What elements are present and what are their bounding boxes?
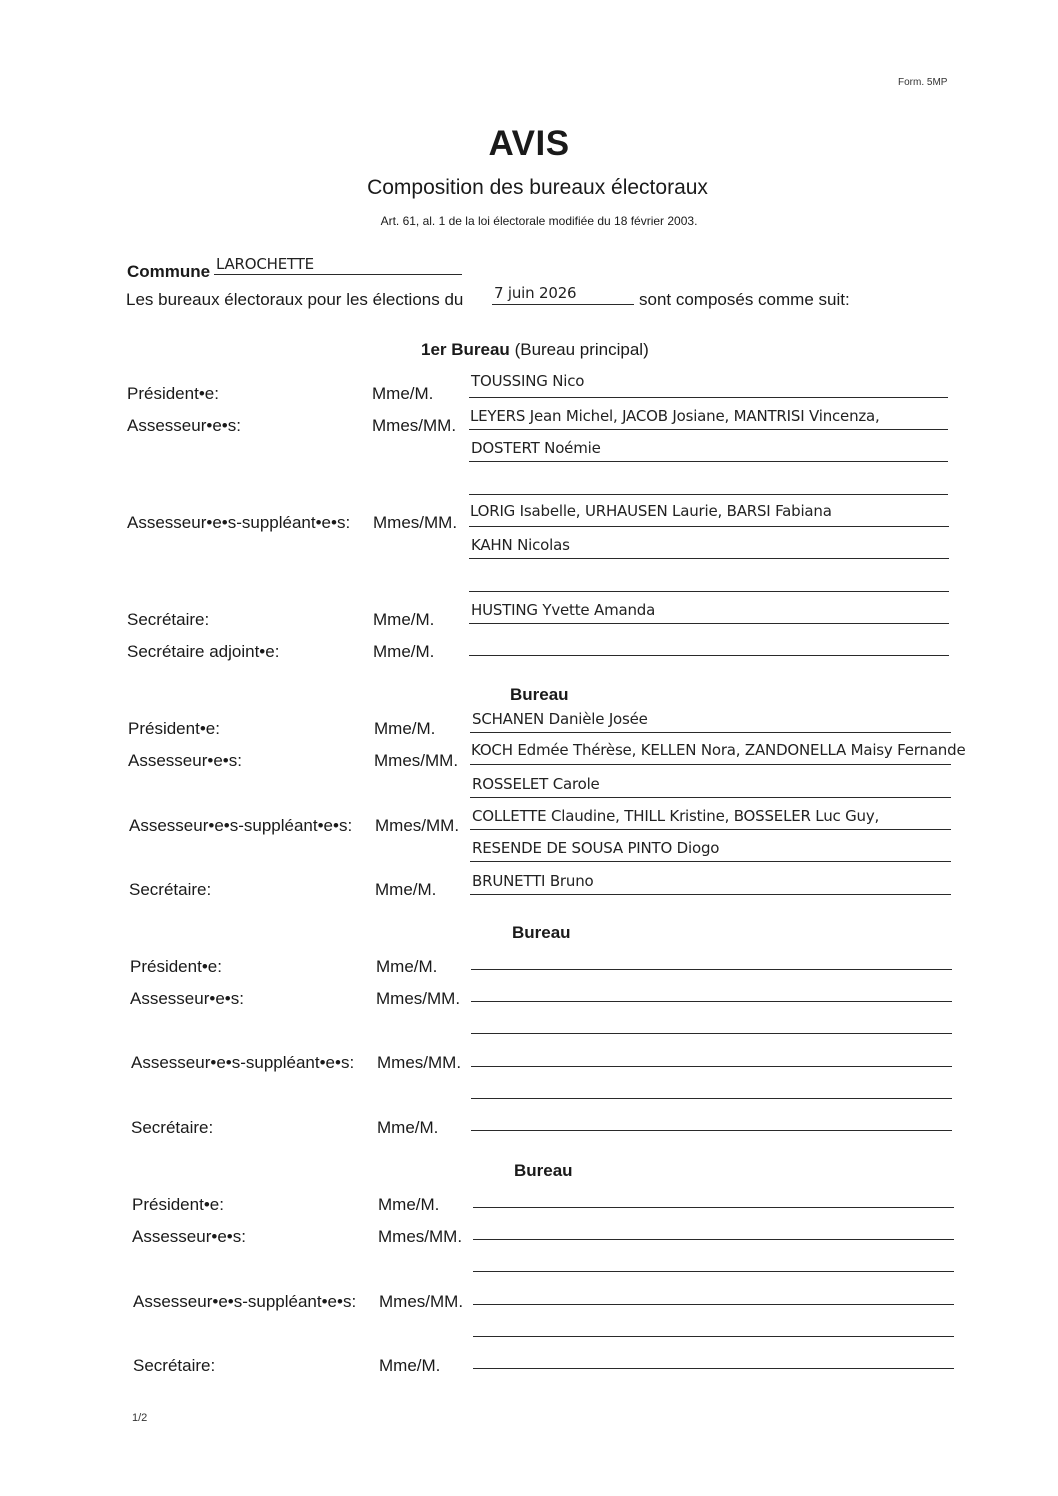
bureau3-secretaire-label: Secrétaire:	[131, 1118, 214, 1137]
bureau4-suppleants-label: Assesseur•e•s-suppléant•e•s:	[133, 1292, 357, 1311]
bureau2-assesseurs-line2[interactable]: ROSSELET Carole	[472, 775, 600, 793]
bureau2-suppleants-label: Assesseur•e•s-suppléant•e•s:	[129, 816, 353, 835]
bureau1-assesseurs-rule1	[469, 429, 948, 430]
bureau4-assesseurs-rule2[interactable]	[473, 1271, 954, 1272]
bureau3-suppleants-label: Assesseur•e•s-suppléant•e•s:	[131, 1053, 355, 1072]
bureau1-assesseurs-title: Mmes/MM.	[372, 416, 457, 435]
bureau1-secretaire-title: Mme/M.	[373, 610, 435, 629]
bureau4-secretaire-title: Mme/M.	[379, 1356, 441, 1375]
bureau3-assesseurs-rule1[interactable]	[471, 1001, 952, 1002]
bureau3-president-rule[interactable]	[471, 969, 952, 970]
bureau2-secretaire-rule	[470, 894, 951, 895]
bureau4-suppleants-rule1[interactable]	[473, 1304, 954, 1305]
bureau2-president-label: Président•e:	[128, 719, 220, 738]
bureau4-secretaire-rule[interactable]	[473, 1368, 954, 1369]
bureau3-suppleants-rule2[interactable]	[471, 1098, 952, 1099]
bureau2-suppleants-title: Mmes/MM.	[375, 816, 460, 835]
bureau1-heading-rest: (Bureau principal)	[514, 340, 649, 359]
bureau2-heading: Bureau	[510, 685, 569, 704]
bureau1-suppleants-rule2	[469, 558, 949, 559]
page-title: AVIS	[488, 124, 570, 163]
bureau1-president-line	[469, 397, 948, 398]
bureau2-president-title: Mme/M.	[374, 719, 436, 738]
bureau1-secretaire-rule	[469, 623, 949, 624]
commune-value[interactable]: LAROCHETTE	[216, 255, 314, 273]
bureau3-secretaire-title: Mme/M.	[377, 1118, 439, 1137]
bureau1-assesseurs-line1[interactable]: LEYERS Jean Michel, JACOB Josiane, MANTRISI Vincenza,	[470, 407, 880, 425]
bureau1-assesseurs-line2[interactable]: DOSTERT Noémie	[471, 439, 601, 457]
election-date[interactable]: 7 juin 2026	[494, 284, 577, 302]
bureau4-president-label: Président•e:	[132, 1195, 224, 1214]
bureau2-secretaire-label: Secrétaire:	[129, 880, 212, 899]
bureau1-secretaire-adjoint-rule	[469, 655, 949, 656]
bureau3-suppleants-rule1[interactable]	[471, 1066, 952, 1067]
bureau2-president-rule	[470, 732, 951, 733]
commune-line	[214, 274, 462, 275]
bureau4-assesseurs-rule1[interactable]	[473, 1239, 954, 1240]
bureau4-assesseurs-label: Assesseur•e•s:	[132, 1227, 246, 1246]
bureau4-secretaire-label: Secrétaire:	[133, 1356, 216, 1375]
bureau2-assesseurs-line1[interactable]: KOCH Edmée Thérèse, KELLEN Nora, ZANDONELLA Maisy Fernande	[471, 741, 966, 759]
bureau4-assesseurs-title: Mmes/MM.	[378, 1227, 463, 1246]
bureau1-assesseurs-rule2	[469, 461, 948, 462]
bureau1-suppleants-rule1	[469, 526, 949, 527]
bureau1-heading-bold: 1er Bureau	[421, 340, 510, 359]
bureau3-president-title: Mme/M.	[376, 957, 438, 976]
legal-reference: Art. 61, al. 1 de la loi électorale modifiée du 18 février 2003.	[380, 214, 698, 228]
bureau4-suppleants-title: Mmes/MM.	[379, 1292, 464, 1311]
bureau3-heading: Bureau	[512, 923, 571, 942]
bureau1-secretaire-adjoint-title: Mme/M.	[373, 642, 435, 661]
bureau1-secretaire-value[interactable]: HUSTING Yvette Amanda	[471, 601, 656, 619]
bureau2-secretaire-value[interactable]: BRUNETTI Bruno	[472, 872, 594, 890]
bureau1-president-title: Mme/M.	[372, 384, 434, 403]
bureau1-suppleants-line2[interactable]: KAHN Nicolas	[471, 536, 570, 554]
date-line	[492, 304, 634, 305]
bureau1-assesseurs-label: Assesseur•e•s:	[127, 416, 241, 435]
bureau1-president-value[interactable]: TOUSSING Nico	[471, 372, 585, 390]
page-number: 1/2	[132, 1412, 148, 1424]
bureau1-suppleants-label: Assesseur•e•s-suppléant•e•s:	[127, 513, 351, 532]
intro-text-end: sont composés comme suit:	[639, 290, 850, 309]
bureau4-president-title: Mme/M.	[378, 1195, 440, 1214]
commune-label: Commune	[127, 262, 211, 281]
page-subtitle: Composition des bureaux électoraux	[367, 176, 708, 199]
bureau2-assesseurs-rule1	[470, 764, 951, 765]
bureau2-suppleants-line2[interactable]: RESENDE DE SOUSA PINTO Diogo	[472, 839, 720, 857]
bureau1-president-label: Président•e:	[127, 384, 219, 403]
bureau1-suppleants-line1[interactable]: LORIG Isabelle, URHAUSEN Laurie, BARSI Fabiana	[470, 502, 832, 520]
bureau2-assesseurs-rule2	[470, 797, 951, 798]
bureau2-assesseurs-label: Assesseur•e•s:	[128, 751, 242, 770]
bureau2-suppleants-rule1	[470, 829, 951, 830]
bureau2-assesseurs-title: Mmes/MM.	[374, 751, 459, 770]
bureau3-assesseurs-title: Mmes/MM.	[376, 989, 461, 1008]
bureau3-president-label: Président•e:	[130, 957, 222, 976]
bureau3-secretaire-rule[interactable]	[471, 1130, 952, 1131]
bureau4-heading: Bureau	[514, 1161, 573, 1180]
intro-text: Les bureaux électoraux pour les élections du	[126, 290, 464, 309]
bureau1-heading	[421, 340, 649, 360]
bureau2-president-value[interactable]: SCHANEN Danièle Josée	[472, 710, 648, 728]
bureau1-suppleants-rule3	[469, 591, 949, 592]
bureau3-assesseurs-rule2[interactable]	[471, 1033, 952, 1034]
bureau1-secretaire-adjoint-label: Secrétaire adjoint•e:	[127, 642, 280, 661]
bureau4-suppleants-rule2[interactable]	[473, 1336, 954, 1337]
bureau1-assesseurs-rule3	[469, 494, 948, 495]
bureau2-secretaire-title: Mme/M.	[375, 880, 437, 899]
bureau4-president-rule[interactable]	[473, 1207, 954, 1208]
bureau3-suppleants-title: Mmes/MM.	[377, 1053, 462, 1072]
form-code: Form. 5MP	[898, 77, 948, 88]
bureau2-suppleants-rule2	[470, 861, 951, 862]
bureau3-assesseurs-label: Assesseur•e•s:	[130, 989, 244, 1008]
bureau1-suppleants-title: Mmes/MM.	[373, 513, 458, 532]
bureau1-secretaire-label: Secrétaire:	[127, 610, 210, 629]
bureau2-suppleants-line1[interactable]: COLLETTE Claudine, THILL Kristine, BOSSELER Luc Guy,	[472, 807, 880, 825]
